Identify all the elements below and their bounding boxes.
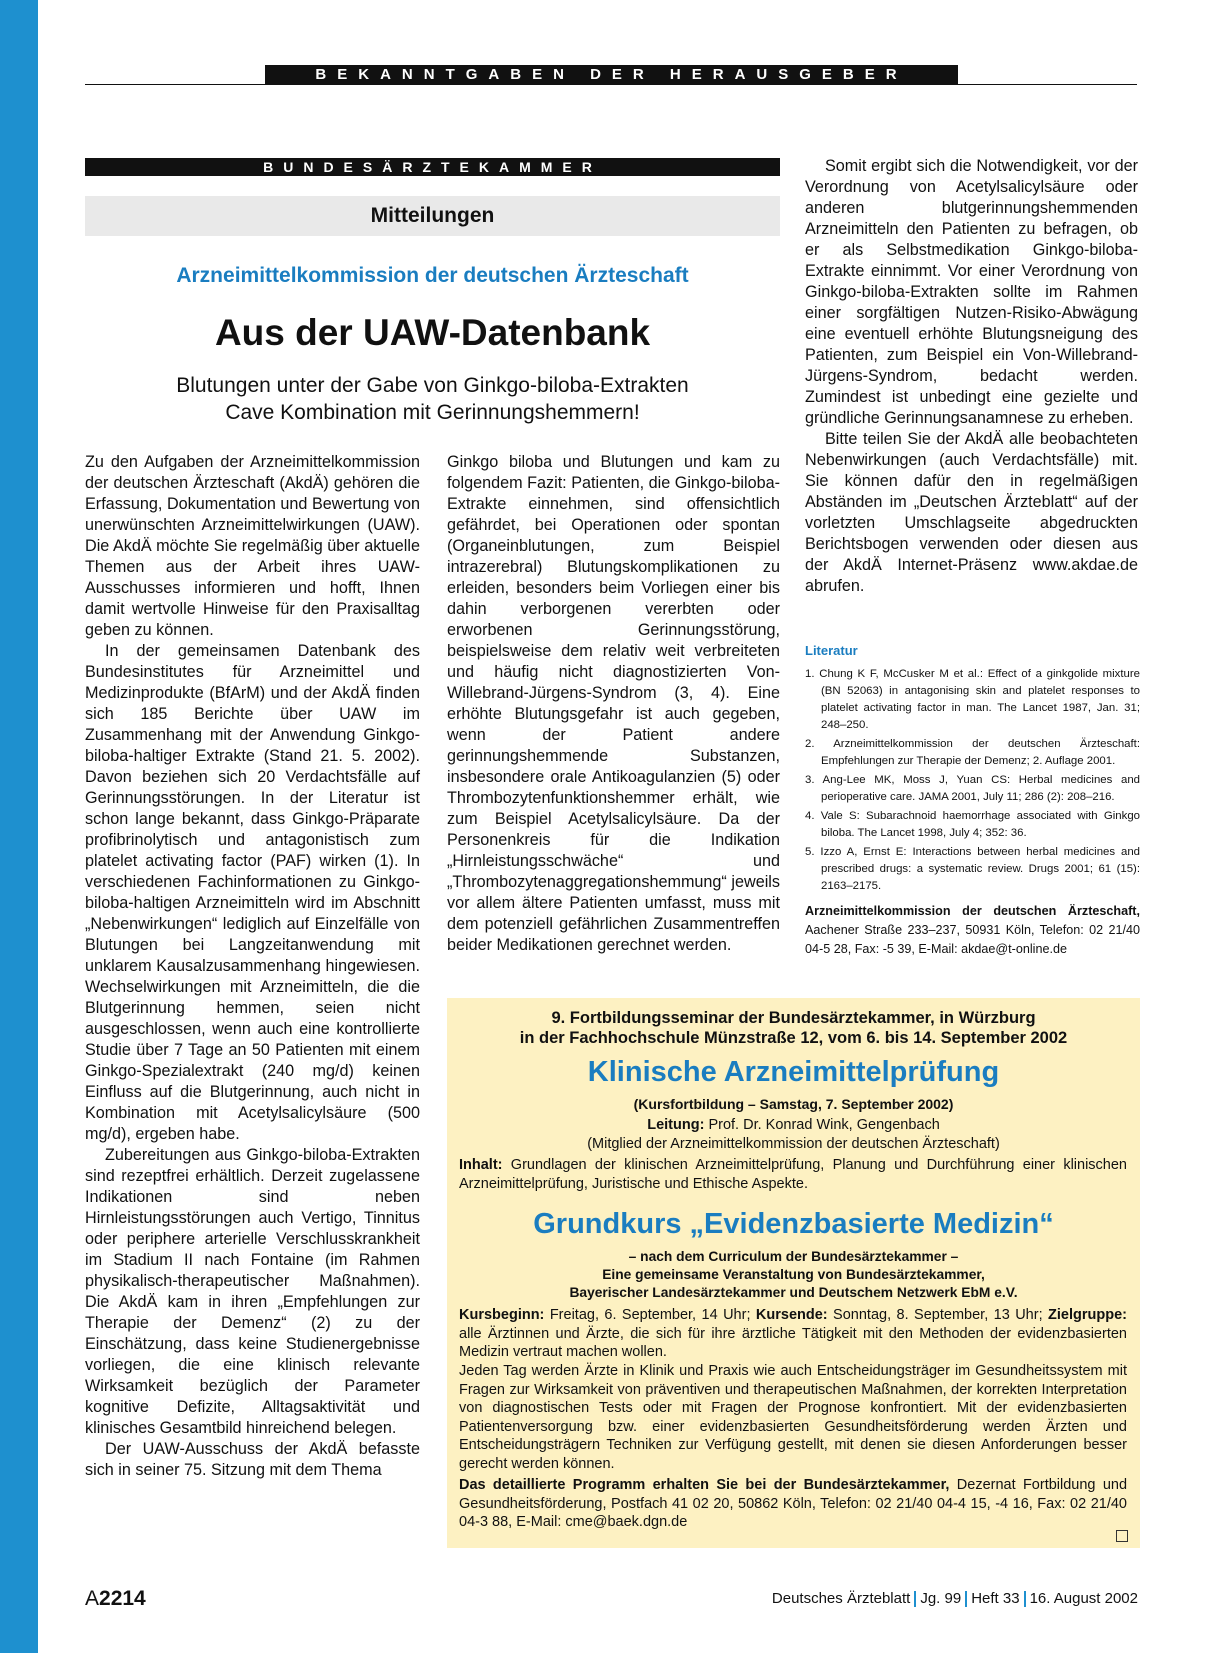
organizer-line-3: Bayerischer Landesärztekammer und Deutschem Netzwerk EbM e.V. xyxy=(569,1285,1018,1300)
subtitle-line-2: Cave Kombination mit Gerinnungshemmern! xyxy=(225,401,640,424)
paragraph: Ginkgo biloba und Blutungen und kam zu folgendem Fazit: Patienten, die Ginkgo-biloba-Extrakte einnehmen, sind offensichtlich gefährdet, bei Operationen oder spontan (Organeinblutungen, zum Beispiel intrazerebral) Blutungskomplikationen zu erleiden, besonders beim Vorliegen einer bis dahin verborgenen vererbten oder erworbenen Gerinnungsstörung, beispielsweise dem relativ weit verbreiteten und häufig nicht diagnostizierten Von-Willebrand-Jürgens-Syndrom (3, 4). Eine erhöhte Blutungsgefahr ist auch gegeben, wenn der Patient andere gerinnungshemmende Substanzen, insbesondere orale Antikoagulanzien (5) oder Thrombozytenfunktionshemmer erhält, wie zum Beispiel Acetylsalicylsäure. Da der Personenkreis für die Indikation „Hirnleistungsschwäche“ und „Thrombozytenaggregationshemmung“ jeweils vor allem ältere Patienten umfasst, muss mit dem potenziell gefährlichen Zusammentreffen beider Medikationen gerechnet werden. xyxy=(447,453,780,954)
lead-note: (Mitglied der Arzneimittelkommission der deutschen Ärzteschaft) xyxy=(587,1136,1000,1152)
page-number-value: 2214 xyxy=(99,1587,146,1610)
program-info xyxy=(459,1476,1127,1532)
journal-issue: Heft 33 xyxy=(971,1590,1020,1607)
course-content xyxy=(459,1156,1127,1194)
start-label: Kursbeginn: xyxy=(459,1307,545,1323)
paragraph: In der gemeinsamen Datenbank des Bundesinstitutes für Arzneimittel und Medizinprodukte (BfArM) und der AkdÄ finden sich 185 Berichte über UAW im Zusammenhang mit der Anwendung Ginkgo-biloba-haltiger Extrakte (Stand 21. 5. 2002). Davon beziehen sich 20 Verdachtsfälle auf Gerinnungsstörungen. In der Literatur ist schon lange bekannt, dass Ginkgo-Präparate profibrinolytisch und antagonistisch zum platelet activating factor (PAF) wirken (1). In verschiedenen Fachinformationen zu Ginkgo-biloba-haltigen Arzneimitteln wird im Abschnitt „Nebenwirkungen“ lediglich auf Einzelfälle von Blutungen bei Langzeitanwendung mit unklarem Kausalzusammenhang hingewiesen. Wechselwirkungen mit Arzneimitteln, die die Blutgerinnung hemmen, seien nicht ausgeschlossen, wenn auch eine kontrollierte Studie über 7 Tage an 50 Patienten mit einem Ginkgo-Spezialextrakt (240 mg/d) keinen Einfluss auf die Blutgerinnung, auch nicht in Kombination mit Acetylsalicylsäure (500 mg/d), ergeben habe. xyxy=(85,642,420,1143)
reference-item: 3. Ang-Lee MK, Moss J, Yuan CS: Herbal medicines and perioperative care. JAMA 2001, July 11; 286 (2): 208–216. xyxy=(805,774,1140,803)
organizer-line-2: Eine gemeinsame Veranstaltung von Bundesärztekammer, xyxy=(602,1267,985,1282)
page-title: Aus der UAW-Datenbank xyxy=(214,312,651,353)
contact-info xyxy=(805,902,1140,959)
audience-label: Zielgruppe: xyxy=(1048,1307,1127,1323)
header-rule xyxy=(85,84,1137,85)
seminar-announcement-box xyxy=(447,998,1140,1548)
seminar-line-1: 9. Fortbildungsseminar der Bundesärztekammer, in Würzburg xyxy=(551,1009,1036,1027)
reference-item: 5. Izzo A, Ernst E: Interactions between herbal medicines and prescribed drugs: a systematic review. Drugs 2001; 61 (15): 2163–2175. xyxy=(805,846,1140,892)
subtitle-line-1: Blutungen unter der Gabe von Ginkgo-biloba-Extrakten xyxy=(176,374,689,397)
start-text: Freitag, 6. September, 14 Uhr; xyxy=(544,1307,756,1323)
section-header-bar: BEKANNTGABEN DER HERAUSGEBER xyxy=(265,65,958,85)
reference-item: 4. Vale S: Subarachnoid haemorrhage associated with Ginkgo biloba. The Lancet 1998, July 4; 352: 36. xyxy=(805,810,1140,839)
separator xyxy=(914,1591,916,1607)
paragraph: Somit ergibt sich die Notwendigkeit, vor der Verordnung von Acetylsalicylsäure oder anderen blutgerinnungshemmenden Arzneimitteln den Patienten zu befragen, ob er als Selbstmedikation Ginkgo-biloba-Extrakte einnimmt. Vor einer Verordnung von Ginkgo-biloba-Extrakten sollte im Rahmen einer sorgfältigen Nutzen-Risiko-Abwägung eine eventuell erhöhte Blutungsneigung des Patienten, zum Beispiel ein Von-Willebrand-Jürgens-Syndrom, bedacht werden. Zumindest ist unbedingt eine gezielte und gründliche Gerinnungsanamnese zu erheben. xyxy=(805,157,1138,427)
end-label: Kursende: xyxy=(755,1307,828,1323)
page-number xyxy=(85,1587,146,1611)
org-bar: BUNDESÄRZTEKAMMER xyxy=(85,158,780,176)
text-column-3 xyxy=(805,156,1138,597)
journal-volume: Jg. 99 xyxy=(920,1590,962,1607)
footer-citation xyxy=(760,1590,1138,1607)
paragraph: Bitte teilen Sie der AkdÄ alle beobachteten Nebenwirkungen (auch Verdachtsfälle) mit. Sie können dafür den in regelmäßigen Abständen im „Deutschen Ärzteblatt“ auf der vorletzten Umschlagseite abgedruckten Berichtsbogen verwenden oder diesen aus der AkdÄ Internet-Präsenz www.akdae.de abrufen. xyxy=(805,430,1138,595)
course-description: Jeden Tag werden Ärzte in Klinik und Praxis wie auch Entscheidungsträger im Gesundheitssystem mit Fragen zur Wirksamkeit von präventiven und therapeutischen Maßnahmen, der korrekten Interpretation von diagnostischen Tests oder mit Fragen der Prognose konfrontiert. Mit der evidenzbasierten Patientenversorgung bzw. einer evidenzbasierten Gesundheitsförderung werden Ärzten und Entscheidungsträgern Techniken zur Verfügung gestellt, mit denen sie diesen Anforderungen besser gerecht werden können. xyxy=(459,1363,1127,1472)
paragraph: Der UAW-Ausschuss der AkdÄ befasste sich in seiner 75. Sitzung mit dem Thema xyxy=(85,1440,420,1479)
seminar-line-2: in der Fachhochschule Münzstraße 12, vom 6. bis 14. September 2002 xyxy=(519,1029,1068,1047)
text-column-1 xyxy=(85,452,420,1481)
course-title-1: Klinische Arzneimittelprüfung xyxy=(587,1056,1000,1088)
kicker: Arzneimittelkommission der deutschen Ärzteschaft xyxy=(176,264,689,287)
separator xyxy=(1024,1591,1026,1607)
organizer-line-1: – nach dem Curriculum der Bundesärztekammer – xyxy=(628,1249,959,1264)
separator xyxy=(965,1591,967,1607)
literature-heading: Literatur xyxy=(805,643,858,658)
paragraph: Zubereitungen aus Ginkgo-biloba-Extrakten sind rezeptfrei erhältlich. Derzeit zugelassene Indikationen sind neben Hirnleistungsstörungen auch Vertigo, Tinnitus oder periphere arterielle Verschlusskrankheit im Stadium II nach Fontaine (im Rahmen physikalisch-therapeutischer Maßnahmen). Die AkdÄ kam in ihren „Empfehlungen zur Therapie der Demenz“ (2) zu der Einschätzung, dass keine Studienergebnisse vorliegen, die eine klinisch relevante Wirksamkeit bezüglich der Parameter kognitive Defizite, Alltagsaktivität und klinisches Gesamtbild hinreichend belegen. xyxy=(85,1146,420,1437)
subtitle xyxy=(85,372,780,426)
lead-name: Prof. Dr. Konrad Wink, Gengenbach xyxy=(704,1117,940,1133)
content-label: Inhalt: xyxy=(459,1157,503,1173)
journal-name: Deutsches Ärzteblatt xyxy=(771,1590,911,1607)
reference-item: 1. Chung K F, McCusker M et al.: Effect of a ginkgolide mixture (BN 52063) in antagonising skin and platelet responses to platelet activating factor in man. The Lancet 1987, Jan. 31; 248–250. xyxy=(805,668,1140,731)
text-column-2 xyxy=(447,452,780,956)
program-label: Das detaillierte Programm erhalten Sie bei der Bundesärztekammer, xyxy=(459,1477,950,1493)
program-address: Dezernat Fortbildung und Gesundheitsförderung, Postfach 41 02 20, 50862 Köln, Telefon: 02 21/40 04-4 15, -4 16, Fax: 02 21/40 04-3 88, E-Mail: cme@baek.dgn.de xyxy=(459,1477,1128,1530)
blue-margin-strip xyxy=(0,0,38,1653)
course-organizers xyxy=(447,1248,1140,1302)
reference-item: 2. Arzneimittelkommission der deutschen Ärzteschaft: Empfehlungen zur Therapie der Demenz; 2. Auflage 2001. xyxy=(805,738,1140,767)
content-text: Grundlagen der klinischen Arzneimittelprüfung, Planung und Durchführung einer klinischen Arzneimittelprüfung, Juristische und Ethische Aspekte. xyxy=(459,1157,1127,1192)
page-prefix: A xyxy=(85,1587,100,1610)
course-schedule xyxy=(459,1306,1127,1362)
reference-list xyxy=(805,666,1140,897)
course-date-1: (Kursfortbildung – Samstag, 7. September 2002) xyxy=(633,1096,954,1112)
end-mark-icon xyxy=(1116,1530,1128,1542)
journal-date: 16. August 2002 xyxy=(1029,1590,1138,1607)
course-lead xyxy=(447,1116,1140,1154)
audience-text: alle Ärztinnen und Ärzte, die sich für ihre ärztliche Tätigkeit mit den Methoden der evidenzbasierten Medizin vertraut machen wollen. xyxy=(459,1325,1127,1360)
contact-details: Aachener Straße 233–237, 50931 Köln, Telefon: 02 21/40 04-5 28, Fax: -5 39, E-Mail: akdae@t-online.de xyxy=(805,923,1140,956)
contact-org: Arzneimittelkommission der deutschen Ärzteschaft, xyxy=(805,904,1140,918)
seminar-heading xyxy=(447,1008,1140,1048)
end-text: Sonntag, 8. September, 13 Uhr; xyxy=(827,1307,1049,1323)
course-title-2: Grundkurs „Evidenzbasierte Medizin“ xyxy=(533,1208,1054,1240)
paragraph: Zu den Aufgaben der Arzneimittelkommission der deutschen Ärzteschaft (AkdÄ) gehören die Erfassung, Dokumentation und Bewertung von unerwünschten Arzneimittelwirkungen (UAW). Die AkdÄ möchte Sie regelmäßig über aktuelle Themen aus der Arbeit ihres UAW-Ausschusses informieren und hofft, Ihnen damit wertvolle Hinweise für den Praxisalltag geben zu können. xyxy=(85,453,420,639)
lead-label: Leitung: xyxy=(647,1117,705,1133)
category-heading: Mitteilungen xyxy=(85,196,780,236)
